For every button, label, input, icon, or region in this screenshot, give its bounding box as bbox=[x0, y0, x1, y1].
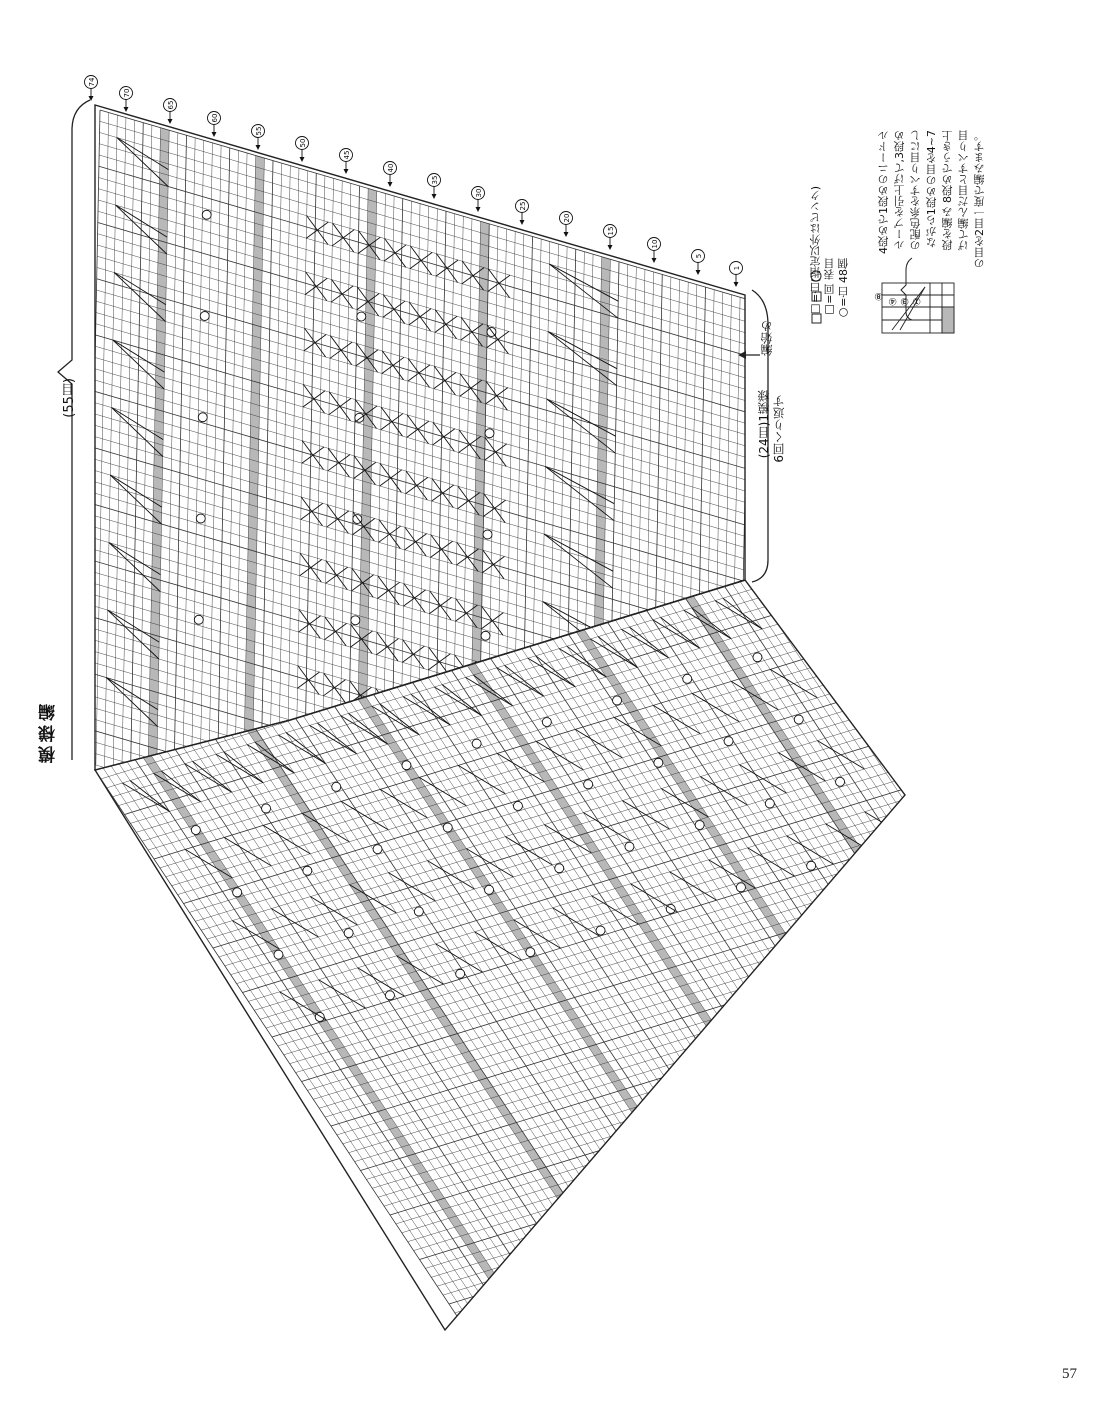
row-marker-label: 74 bbox=[88, 77, 96, 87]
row-marker-label: 15 bbox=[607, 226, 615, 236]
left-bracket bbox=[58, 100, 90, 760]
row-marker bbox=[296, 137, 309, 163]
note-line-1: 4段めで1段めのニードル bbox=[877, 130, 890, 254]
row-marker bbox=[472, 187, 485, 213]
legend-item-3: ○=白 48個 bbox=[837, 258, 850, 320]
note-line-3: の配色糸をすべり目にし bbox=[909, 130, 922, 251]
stitch-count-55: (55目) bbox=[62, 378, 77, 418]
pattern-repeat-line1: (24目)1模様 bbox=[757, 390, 771, 459]
row-marker bbox=[208, 112, 221, 138]
row-marker-label: 60 bbox=[211, 113, 219, 123]
upper-chart-grid bbox=[87, 110, 749, 952]
note-brace bbox=[901, 258, 912, 320]
row-marker bbox=[164, 99, 177, 125]
pattern-repeat-line2: 6回くり返す bbox=[772, 395, 786, 463]
row-marker bbox=[516, 200, 529, 226]
page-number: 57 bbox=[1062, 1366, 1077, 1382]
row-marker bbox=[340, 149, 353, 175]
row-marker-label: 30 bbox=[475, 188, 483, 198]
note-line-7: の目を2目一度で編みます。 bbox=[973, 130, 986, 269]
row-marker bbox=[85, 76, 98, 102]
chart-title: 模様編 bbox=[39, 700, 59, 763]
row-markers bbox=[85, 76, 743, 288]
row-marker-label: 50 bbox=[299, 138, 307, 148]
note-mark-1: ① bbox=[911, 295, 922, 306]
row-marker-label: 55 bbox=[255, 126, 263, 136]
row-marker bbox=[428, 174, 441, 200]
row-marker-label: 35 bbox=[431, 175, 439, 185]
row-marker bbox=[604, 225, 617, 251]
note-line-2: ループを引上げて,3段め bbox=[893, 130, 906, 251]
row-marker bbox=[384, 162, 397, 188]
row-marker-label: 1 bbox=[733, 265, 741, 271]
note-line-4: ながら1段めの目を4~7 bbox=[925, 130, 938, 249]
row-marker-label: 40 bbox=[387, 163, 395, 173]
row-marker-label: 5 bbox=[695, 253, 703, 259]
note-line-6: げて編んだ目とすべり目 bbox=[957, 130, 970, 251]
legend-mini-chart bbox=[882, 283, 954, 333]
note-mark-8: ⑧ bbox=[873, 290, 884, 301]
row-marker-label: 45 bbox=[343, 150, 351, 160]
row-marker bbox=[648, 238, 661, 264]
note-mark-4: ④ bbox=[887, 295, 898, 306]
row-marker bbox=[560, 212, 573, 238]
row-marker-label: 10 bbox=[651, 239, 659, 249]
start-label: 編始め bbox=[760, 320, 774, 356]
row-marker-label: 20 bbox=[563, 213, 571, 223]
note-mark-3: ③ bbox=[899, 295, 910, 306]
legend-item-2: □=回 表目 bbox=[823, 258, 836, 317]
legend-item-1: □=白(指定以外はピンク) bbox=[809, 186, 822, 316]
row-marker bbox=[252, 125, 265, 151]
row-marker bbox=[120, 87, 133, 113]
row-marker bbox=[730, 262, 743, 288]
row-marker bbox=[692, 250, 705, 276]
row-marker-label: 65 bbox=[167, 100, 175, 110]
row-marker-label: 25 bbox=[519, 201, 527, 211]
note-line-5: 段を編み 8段めでうき上 bbox=[941, 130, 954, 251]
row-marker-label: 70 bbox=[123, 88, 131, 98]
